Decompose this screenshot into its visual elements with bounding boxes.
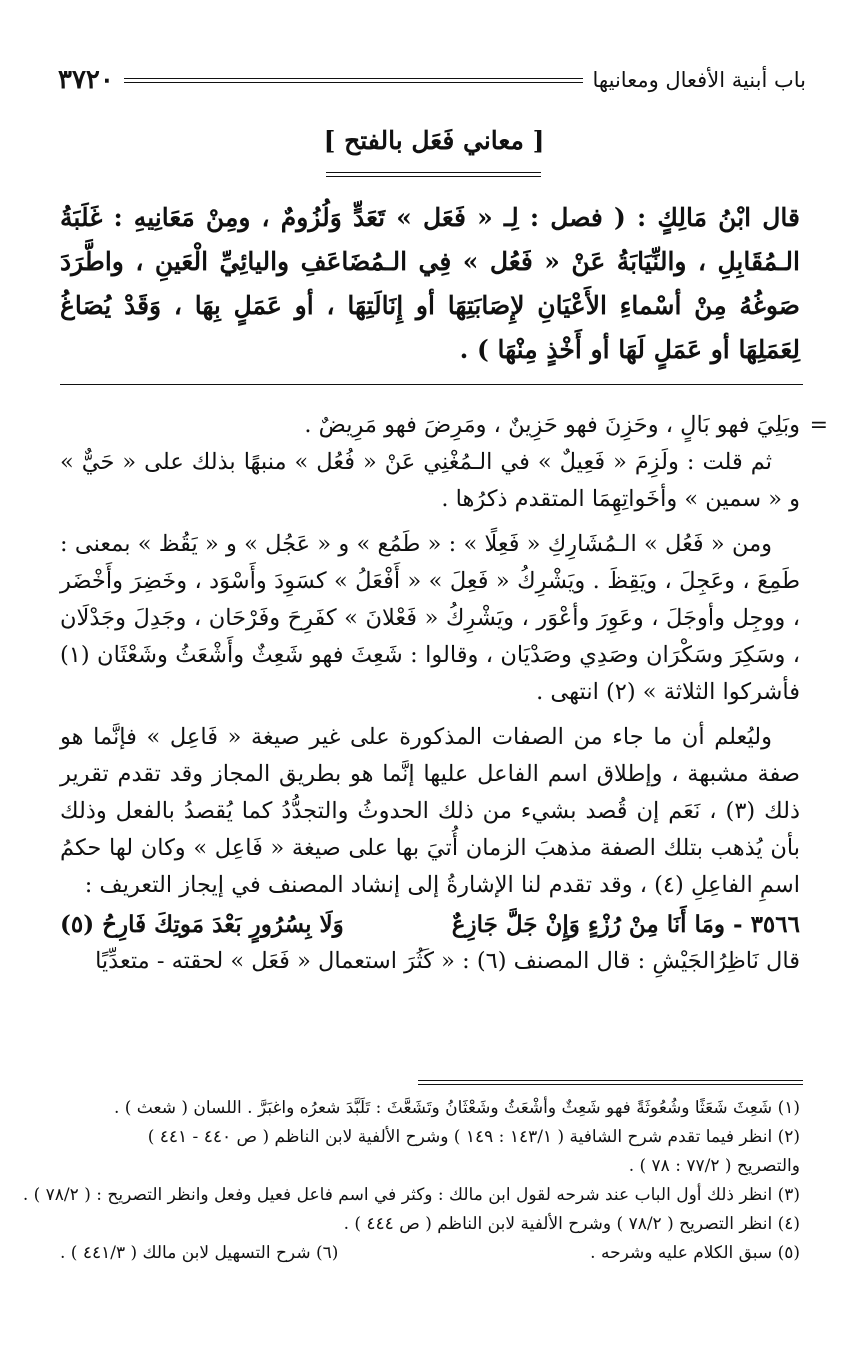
- footnote-3: (٣) انظر ذلك أول الباب عند شرحه لقول ابن مالك : وكثر في اسم فاعل فعيل وفعل وانظر التصريح : ( ٧٨/٢ ) .: [22, 1185, 800, 1205]
- header-rule: [124, 78, 583, 83]
- page-number: ٣٧٢٠: [58, 65, 114, 95]
- poem-first-hemistich: ومَا أَنَا مِنْ رُزْءٍ وَإِنْ جَلَّ جَازِعٌ: [451, 911, 725, 938]
- footnote-1: (١) شَعِثَ شَعَثًا وشُعُوثَةً فهو شَعِثٌ وأشْعَثُ وشَعْثَانُ وتَشَعَّثَ : تَلَبَّدَ شعرُه واغبَرَّ . اللسان ( شعث ) .: [113, 1098, 800, 1118]
- footnote-2: (٢) انظر فيما تقدم شرح الشافية ( ١٤٣/١ : ١٤٩ ) وشرح الألفية لابن الناظم ( ص ٤٤٠ - ٤٤١ ): [147, 1127, 800, 1147]
- footnote-5-6-row: [60, 1239, 800, 1268]
- paragraph-2: ثم قلت : ولَزِمَ « فَعِيلٌ » في الـمُغْنِي عَنْ « فُعُل » منبهًا بذلك على « حَيٌّ » و « سمين » وأخَواتِهِمَا المتقدم ذكرُها .: [60, 449, 800, 512]
- poem-verse: [60, 906, 800, 943]
- section-title: [ معاني فَعَل بالفتح ]: [323, 126, 545, 155]
- footnotes: [22, 1094, 800, 1268]
- paragraph-4: وليُعلم أن ما جاء من الصفات المذكورة على غير صيغة « فَاعِل » فإنَّما هو صفة مشبهة ، وإطلاق اسم الفاعل عليها إنَّما هو بطريق المجاز وقد تقدم تقرير ذلك (٣) ، نَعَم إن قُصد بشيء من ذلك الحدوثُ والتجدُّدُ كما يُقصدُ بالفعل وذلك بأن يُذهب بتلك الصفة مذهبَ الزمان أُتيَ بها على صيغة « فَاعِل » وكان لها حكمُ اسمِ الفاعِلِ (٤) ، وقد تقدم لنا الإشارةُ إلى إنشاد المصنف في إيجاز التعريف :: [60, 724, 800, 898]
- section-title-underline: [326, 172, 541, 180]
- matn-text: قال ابْنُ مَالِكٍ : ( فصل : لِـ « فَعَل » تَعَدٍّ وَلُزُومٌ ، ومِنْ مَعَانِيهِ : غَلَبَةُ الـمُقَابِلِ ، والنِّيَابَةُ عَنْ « فَعُل » فِي الـمُضَاعَفِ واليائِيِّ الْعَينِ ، واطَّرَدَ صَوغُهُ مِنْ أسْماءِ الأَعْيَانِ لإِصَابَتِهَا أو إِنَالَتِهَا ، أو عَمَلٍ بِهَا ، وَقَدْ يُصَاغُ لِعَمَلِهَا أو عَمَلٍ لَهَا أو أَخْذٍ مِنْهَا ) .: [60, 203, 800, 364]
- footnote-5: (٥) سبق الكلام عليه وشرحه .: [590, 1243, 800, 1263]
- matn-divider: [60, 384, 803, 385]
- continuation-mark: =: [809, 413, 828, 438]
- paragraph-3: ومن « فَعُل » الـمُشَارِكِ « فَعِلًا » : « طَمُع » و « عَجُل » و « يَقُظ » بمعنى : طَمِعَ ، وعَجِلَ ، ويَقِظَ . ويَشْرِكُ « فَعِلَ » « أَفْعَلُ » كسَوِدَ وأَسْوَد ، وخَضِرَ وأَخْضَر ، ووجِل وأوجَلَ ، وعَوِرَ وأعْوَر ، ويَشْرِكُ « فَعْلانَ » كفَرِحَ وفَرْحَان ، وجَدِلَ وجَدْلَان ، وسَكِرَ وسَكْرَان وصَدِي وصَدْيَان ، وقالوا : شَعِثَ فهو شَعِثٌ وأَشْعَثُ وشَعْثَان (١) فأشركوا الثلاثة » (٢) انتهى .: [60, 531, 800, 705]
- footnote-2-cont: والتصريح ( ٧٧/٢ : ٧٨ ) .: [628, 1156, 800, 1176]
- footnote-6: (٦) شرح التسهيل لابن مالك ( ٤٤١/٣ ) .: [60, 1243, 339, 1263]
- poem-second-hemistich: وَلَا بِسُرُورٍ بَعْدَ مَوتِكَ فَارِحُ (٥): [60, 911, 344, 938]
- commentary-body: [60, 407, 828, 980]
- paragraph-1: وبَلِيَ فهو بَالٍ ، وحَزِنَ فهو حَزِينٌ ، ومَرِضَ فهو مَرِيضٌ .: [304, 412, 800, 438]
- footnote-4: (٤) انظر التصريح ( ٧٨/٢ ) وشرح الألفية لابن الناظم ( ص ٤٤٤ ) .: [343, 1214, 800, 1234]
- poem-number: ٣٥٦٦ -: [733, 911, 800, 938]
- page-header: [58, 62, 806, 98]
- chapter-title: باب أبنية الأفعال ومعانيها: [592, 68, 806, 92]
- footnote-divider: [418, 1080, 803, 1088]
- paragraph-5: قال نَاظِرُالجَيْشِ : قال المصنف (٦) : « كَثُرَ استعمال « فَعَل » لحقته - متعدِّيًا: [95, 948, 800, 974]
